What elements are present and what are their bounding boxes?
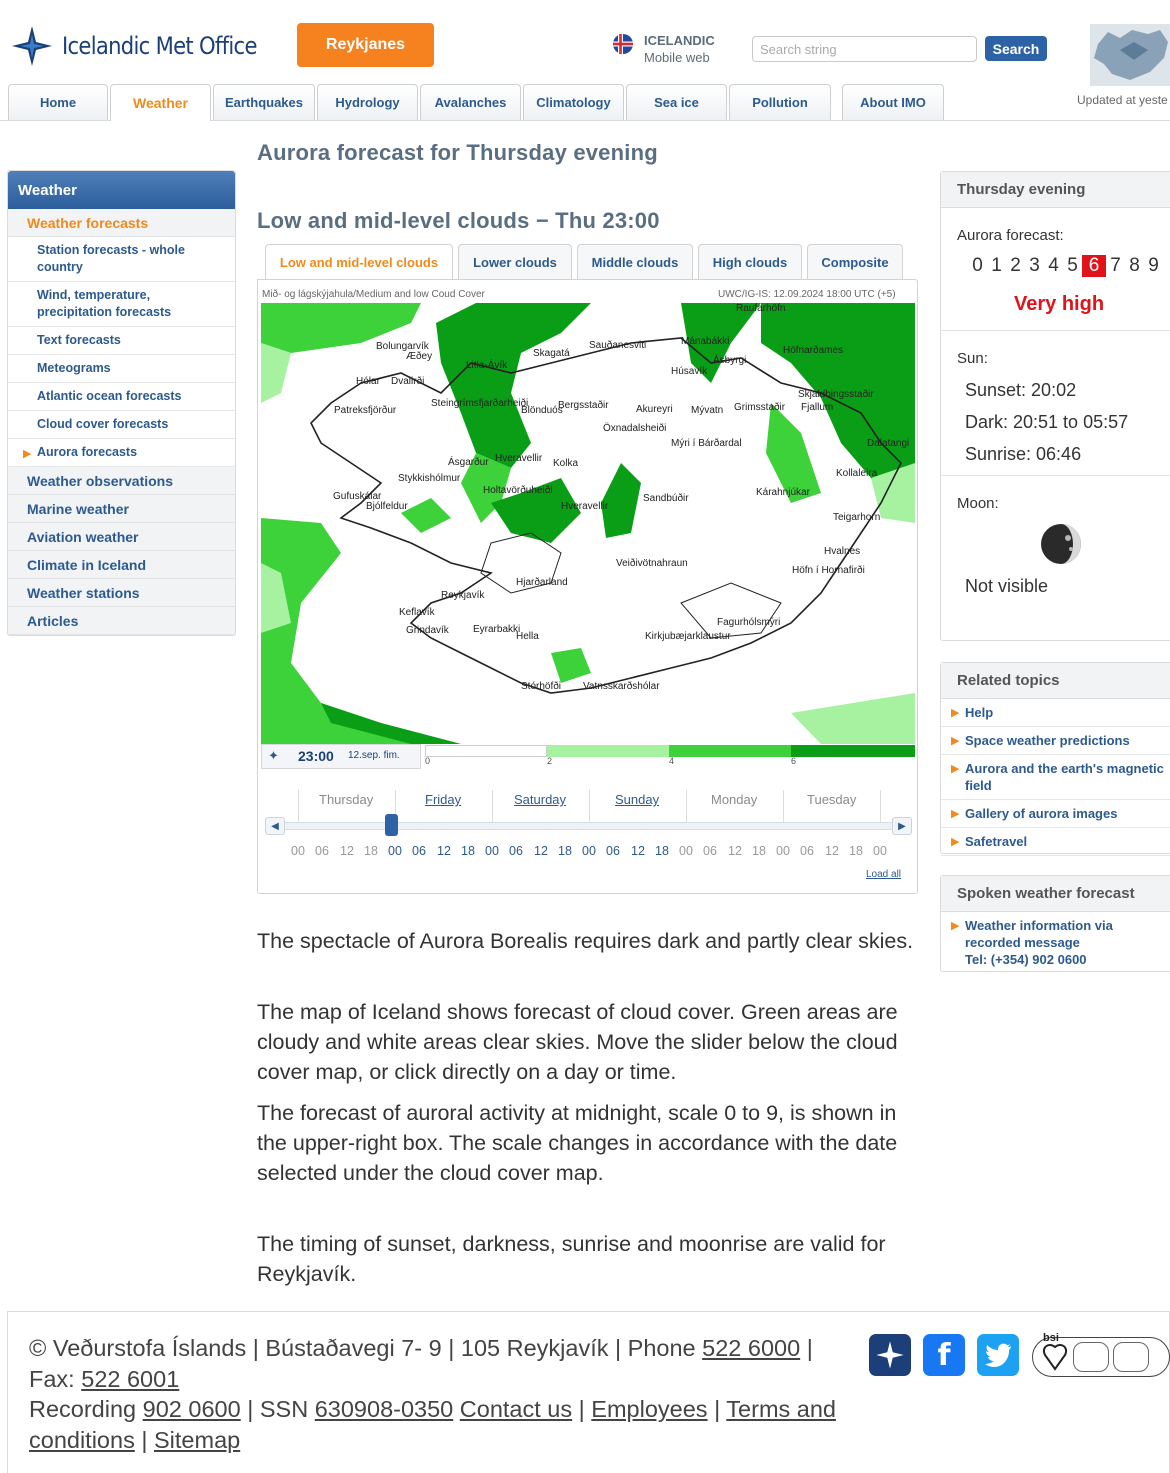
map-place-label: Vatnsskarðshólar bbox=[583, 681, 660, 692]
hour-mark[interactable]: 06 bbox=[315, 844, 329, 858]
map-place-label: Æðey bbox=[406, 351, 433, 362]
iso-9001-mark bbox=[1073, 1342, 1109, 1372]
map-place-label: Stykkishólmur bbox=[398, 473, 461, 484]
map-place-label: Keflavík bbox=[399, 607, 435, 618]
tab-home[interactable]: Home bbox=[8, 84, 108, 120]
sidebar-item-weather-observations[interactable]: Weather observations bbox=[8, 467, 235, 495]
divider bbox=[941, 330, 1170, 331]
spoken-forecast-box bbox=[940, 875, 1170, 972]
map-place-label: Höfnarðames bbox=[783, 345, 844, 356]
scale-tick: 0 bbox=[425, 756, 431, 766]
day-separator bbox=[589, 790, 590, 822]
hour-mark[interactable]: 00 bbox=[291, 844, 305, 858]
spoken-forecast-phone: Tel: (+354) 902 0600 bbox=[965, 952, 1087, 967]
hour-mark[interactable]: 06 bbox=[509, 844, 523, 858]
moon-visibility: Not visible bbox=[965, 576, 1049, 596]
scale-digit: 2 bbox=[1010, 255, 1021, 276]
tab-about-imo[interactable]: About IMO bbox=[842, 84, 944, 120]
hour-mark[interactable]: 00 bbox=[485, 844, 499, 858]
map-place-label: Dvalirði bbox=[391, 376, 425, 387]
map-place-label: Akureyri bbox=[636, 404, 673, 415]
tab-pollution[interactable]: Pollution bbox=[729, 84, 831, 120]
facebook-icon: f bbox=[937, 1337, 951, 1373]
kitemark-icon bbox=[1037, 1339, 1073, 1375]
triangle-right-icon: ▶ bbox=[898, 820, 906, 832]
iceland-overview-map[interactable] bbox=[1090, 24, 1170, 86]
related-link-label: Help bbox=[965, 705, 994, 720]
intro-paragraph: The spectacle of Aurora Borealis requires dark and partly clear skies. bbox=[257, 929, 914, 953]
iceland-flag-icon bbox=[612, 33, 634, 55]
map-place-label: Sauðanesviti bbox=[589, 340, 647, 351]
map-place-label: Mýri í Bárðardal bbox=[671, 438, 742, 449]
map-place-label: Fjallum bbox=[801, 402, 834, 413]
updated-text: Updated at yeste bbox=[1077, 93, 1168, 107]
map-place-label: Kirkjubæjarklaustur bbox=[645, 631, 731, 642]
scale-explanation-paragraph: The forecast of auroral activity at midnight, scale 0 to 9, is shown in the upper-right box. The scale changes in accordance with the date selected under the cloud cover map. bbox=[257, 1101, 898, 1185]
footer-recording-label: Recording bbox=[29, 1396, 137, 1422]
map-place-label: Grimsstaðir bbox=[734, 402, 786, 413]
sidebar-item-climate[interactable]: Climate in Iceland bbox=[8, 551, 235, 579]
time-slider-thumb[interactable] bbox=[385, 814, 398, 836]
map-place-label: Ásbyrgi bbox=[713, 355, 747, 366]
hour-mark[interactable]: 18 bbox=[558, 844, 572, 858]
map-date: 12.sep. fim. bbox=[348, 750, 400, 761]
caret-right-icon: ▶ bbox=[951, 920, 960, 932]
map-place-label: Bergsstaðir bbox=[558, 400, 609, 411]
sidebar-title[interactable]: Weather bbox=[8, 171, 235, 209]
day-tuesday[interactable]: Tuesday bbox=[807, 792, 857, 807]
hour-mark[interactable]: 18 bbox=[655, 844, 669, 858]
iso-27001-mark bbox=[1113, 1342, 1149, 1372]
hour-mark[interactable]: 06 bbox=[703, 844, 717, 858]
map-place-label: Patreksfjörður bbox=[334, 405, 397, 416]
triangle-left-icon: ◀ bbox=[271, 820, 279, 832]
scale-digit-current: 6 bbox=[1082, 255, 1106, 277]
scale-digit: 3 bbox=[1029, 255, 1040, 276]
map-place-label: Skagatá bbox=[533, 348, 570, 359]
map-time: 23:00 bbox=[298, 748, 334, 764]
site-logo[interactable] bbox=[10, 24, 283, 68]
language-label[interactable]: ICELANDIC bbox=[644, 33, 715, 48]
iso-certification-badge bbox=[1032, 1332, 1170, 1377]
map-place-label: Öxnadalsheiði bbox=[603, 423, 667, 434]
map-place-label: Teigarhorn bbox=[833, 512, 881, 523]
twitter-bird-icon bbox=[984, 1343, 1012, 1367]
scale-tick: 4 bbox=[669, 756, 675, 766]
scale-digit: 0 bbox=[972, 255, 983, 276]
language-switch[interactable] bbox=[612, 33, 715, 65]
map-place-label: Blönduós bbox=[521, 405, 563, 416]
map-place-label: Höfn í Hornafirði bbox=[792, 565, 865, 576]
sidebar-item-marine-weather[interactable]: Marine weather bbox=[8, 495, 235, 523]
map-subtitle: Low and mid-level clouds − Thu 23:00 bbox=[257, 208, 660, 233]
scale-digit: 4 bbox=[1048, 255, 1059, 276]
spoken-forecast-link[interactable] bbox=[941, 912, 1170, 973]
scale-tick: 6 bbox=[791, 756, 797, 766]
footer-ssn-label: SSN bbox=[259, 1396, 309, 1422]
tab-weather[interactable]: Weather bbox=[110, 84, 211, 121]
sidebar-item-label: Aurora forecasts bbox=[37, 445, 138, 459]
map-place-label: Hveravellir bbox=[561, 501, 609, 512]
day-separator bbox=[298, 790, 299, 822]
imo-star-icon bbox=[10, 24, 54, 68]
footer-ssn-link[interactable]: 630908-0350 bbox=[314, 1396, 454, 1422]
hour-mark[interactable]: 00 bbox=[582, 844, 596, 858]
map-place-label: Gufuskálar bbox=[333, 491, 382, 502]
day-thursday[interactable]: Thursday bbox=[319, 792, 374, 807]
divider bbox=[941, 475, 1170, 476]
hour-mark[interactable]: 18 bbox=[752, 844, 766, 858]
footer-text: © Veðurstofa Íslands | Bústaðavegi 7- 9 | 105 Reykjavík | Phone 522 6000 | Fax: 522 6001 Recording 902 0600 | SSN 630908-0350 Contact us | Employees | Terms and conditions | Sitemap bbox=[29, 1335, 837, 1453]
left-sidebar bbox=[7, 170, 236, 636]
hour-mark[interactable]: 12 bbox=[340, 844, 354, 858]
twitter-button[interactable] bbox=[977, 1334, 1019, 1376]
day-monday[interactable]: Monday bbox=[711, 792, 758, 807]
aurora-scale bbox=[968, 255, 1163, 277]
imo-star-small-icon: ✦ bbox=[268, 748, 279, 763]
map-place-label: Skjaldbingsstaðir bbox=[798, 389, 874, 400]
cloud-scale-clear bbox=[425, 745, 547, 757]
day-friday[interactable]: Friday bbox=[425, 792, 462, 807]
related-link-aurora-magnetic[interactable] bbox=[941, 755, 1170, 800]
related-topics-title: Related topics bbox=[941, 663, 1170, 699]
map-place-label: Húsavík bbox=[671, 366, 708, 377]
hour-mark[interactable]: 18 bbox=[849, 844, 863, 858]
timing-paragraph: The timing of sunset, darkness, sunrise and moonrise are valid for Reykjavík. bbox=[257, 1232, 886, 1286]
map-place-label: Eyrarbakki bbox=[473, 624, 521, 635]
search-input[interactable] bbox=[752, 36, 977, 62]
map-place-label: Ásgarður bbox=[448, 457, 489, 468]
caret-right-icon: ▶ bbox=[951, 707, 960, 719]
caret-right-icon: ▶ bbox=[951, 836, 960, 848]
footer-terms-link[interactable]: Terms and conditions bbox=[29, 1396, 837, 1453]
tab-climatology[interactable]: Climatology bbox=[523, 84, 624, 120]
footer-fax-label: Fax: bbox=[29, 1365, 75, 1392]
bsi-label: bsi bbox=[1043, 1332, 1059, 1344]
tab-sea-ice[interactable]: Sea ice bbox=[626, 84, 727, 120]
time-slider-track[interactable] bbox=[270, 822, 910, 830]
sidebar-item-cloud-cover[interactable]: Cloud cover forecasts bbox=[8, 411, 235, 439]
day-separator bbox=[783, 790, 784, 822]
moon-phase-icon bbox=[1040, 523, 1082, 565]
scale-digit: 8 bbox=[1129, 255, 1140, 276]
caret-right-icon: ▶ bbox=[951, 763, 960, 775]
footer-employees-link[interactable]: Employees bbox=[591, 1396, 708, 1422]
sun-label: Sun: bbox=[957, 350, 988, 367]
imo-social-button[interactable] bbox=[869, 1334, 911, 1376]
hour-mark[interactable]: 12 bbox=[437, 844, 451, 858]
sidebar-section-weather-forecasts[interactable]: Weather forecasts bbox=[8, 209, 235, 237]
maptab-composite[interactable]: Composite bbox=[807, 244, 903, 279]
darkness-time: Dark: 20:51 to 05:57 bbox=[965, 412, 1129, 432]
hour-mark[interactable]: 00 bbox=[776, 844, 790, 858]
related-link-label: Gallery of aurora images bbox=[965, 806, 1118, 821]
caret-right-icon: ▶ bbox=[951, 735, 960, 747]
cloud-scale-light bbox=[547, 745, 669, 757]
related-topics-box bbox=[940, 662, 1170, 854]
sidebar-item-atlantic-forecasts[interactable]: Atlantic ocean forecasts bbox=[8, 383, 235, 411]
map-place-label: Dalatangi bbox=[867, 438, 910, 449]
hour-mark[interactable]: 18 bbox=[461, 844, 475, 858]
map-explanation-paragraph: The map of Iceland shows forecast of cloud cover. Green areas are cloudy and white areas clear skies. Move the slider below the cloud cover map, or click directly on a day or time. bbox=[257, 1000, 898, 1084]
hour-mark[interactable]: 06 bbox=[800, 844, 814, 858]
map-place-label: Reykjavík bbox=[441, 590, 485, 601]
footer-address: © Veðurstofa Íslands | Bústaðavegi 7- 9 | 105 Reykjavík | Phone bbox=[29, 1335, 696, 1361]
related-link-label: Aurora and the earth's magnetic field bbox=[965, 761, 1164, 793]
map-place-label: Fagurhólsmýri bbox=[717, 617, 781, 628]
map-place-label: Grindavík bbox=[406, 625, 449, 636]
map-place-label: Stórhöfði bbox=[521, 681, 562, 692]
sidebar-item-meteograms[interactable]: Meteograms bbox=[8, 355, 235, 383]
map-place-label: Raufarhöfn bbox=[736, 303, 786, 314]
forecast-box-title: Thursday evening bbox=[941, 172, 1170, 208]
map-place-label: Kárahnjúkar bbox=[756, 487, 810, 498]
map-place-label: Hella bbox=[516, 631, 539, 642]
cloud-scale-mid bbox=[669, 745, 791, 757]
map-place-label: Mánabákki bbox=[681, 336, 730, 347]
cloud-scale-dark bbox=[791, 745, 915, 757]
caret-right-icon: ▶ bbox=[951, 808, 960, 820]
day-separator bbox=[686, 790, 687, 822]
hour-mark[interactable]: 12 bbox=[728, 844, 742, 858]
footer-sitemap-link[interactable]: Sitemap bbox=[154, 1426, 241, 1453]
sunset-time: Sunset: 20:02 bbox=[965, 380, 1077, 400]
slider-next-button[interactable] bbox=[892, 817, 912, 835]
aurora-label: Aurora forecast: bbox=[957, 227, 1064, 244]
hour-mark[interactable]: 06 bbox=[412, 844, 426, 858]
hour-mark[interactable]: 12 bbox=[534, 844, 548, 858]
hour-mark[interactable]: 00 bbox=[679, 844, 693, 858]
tab-earthquakes[interactable]: Earthquakes bbox=[213, 84, 315, 120]
map-place-label: Kolka bbox=[553, 458, 579, 469]
hour-mark[interactable]: 12 bbox=[631, 844, 645, 858]
hour-mark[interactable]: 06 bbox=[606, 844, 620, 858]
map-place-label: Hvalnes bbox=[824, 546, 861, 557]
map-place-label: Veiðivötnahraun bbox=[616, 558, 688, 569]
page-title: Aurora forecast for Thursday evening bbox=[257, 140, 658, 165]
hour-mark[interactable]: 12 bbox=[825, 844, 839, 858]
related-link-safetravel[interactable] bbox=[941, 828, 1170, 856]
scale-digit: 9 bbox=[1148, 255, 1159, 276]
map-place-label: Bolungarvík bbox=[376, 341, 429, 352]
footer-recording-link[interactable]: 902 0600 bbox=[142, 1396, 241, 1422]
map-place-label: Hveravellir bbox=[495, 453, 543, 464]
imo-star-icon bbox=[875, 1340, 905, 1370]
spoken-forecast-title: Spoken weather forecast bbox=[941, 876, 1170, 912]
related-link-label: Space weather predictions bbox=[965, 733, 1130, 748]
mobile-web-link[interactable]: Mobile web bbox=[644, 50, 710, 65]
sidebar-item-station-forecasts[interactable]: Station forecasts - whole country bbox=[8, 237, 235, 282]
iceland-shape-icon bbox=[1090, 24, 1170, 86]
map-place-label: Bjólfeldur bbox=[366, 501, 408, 512]
map-place-label: Sandbúðir bbox=[643, 493, 689, 504]
cloud-cover-map[interactable] bbox=[261, 303, 915, 744]
sidebar-item-wind-forecasts[interactable]: Wind, temperature, precipitation forecasts bbox=[8, 282, 235, 327]
map-place-label: Litla-Ávík bbox=[466, 360, 508, 371]
spoken-forecast-text: Weather information via recorded message bbox=[965, 918, 1113, 950]
sidebar-item-aurora-forecasts[interactable] bbox=[8, 439, 235, 467]
facebook-button[interactable] bbox=[923, 1334, 965, 1376]
sidebar-item-weather-stations[interactable]: Weather stations bbox=[8, 579, 235, 607]
day-separator bbox=[880, 790, 881, 822]
scale-digit: 5 bbox=[1067, 255, 1078, 276]
footer-fax-link[interactable]: 522 6001 bbox=[81, 1365, 180, 1392]
hour-mark[interactable]: 00 bbox=[873, 844, 887, 858]
maptab-middle-clouds[interactable]: Middle clouds bbox=[577, 244, 693, 279]
map-place-label: Hjarðarland bbox=[516, 577, 568, 588]
day-sunday[interactable]: Sunday bbox=[615, 792, 660, 807]
map-place-label: Hólar bbox=[356, 376, 380, 387]
maptab-lower-clouds[interactable]: Lower clouds bbox=[458, 244, 572, 279]
sunrise-time: Sunrise: 06:46 bbox=[965, 444, 1082, 464]
tab-hydrology[interactable]: Hydrology bbox=[317, 84, 418, 120]
load-all-link[interactable]: Load all bbox=[866, 869, 902, 880]
moon-label: Moon: bbox=[957, 495, 999, 512]
sidebar-item-articles[interactable]: Articles bbox=[8, 607, 235, 635]
aurora-level-text: Very high bbox=[1014, 293, 1105, 315]
tab-avalanches[interactable]: Avalanches bbox=[420, 84, 521, 120]
hour-mark[interactable]: 00 bbox=[388, 844, 402, 858]
day-separator bbox=[492, 790, 493, 822]
search-button[interactable]: Search bbox=[985, 36, 1047, 61]
scale-tick: 2 bbox=[547, 756, 553, 766]
scale-digit: 1 bbox=[991, 255, 1002, 276]
map-place-label: Mývatn bbox=[691, 405, 724, 416]
day-saturday[interactable]: Saturday bbox=[514, 792, 567, 807]
related-link-label: Safetravel bbox=[965, 834, 1028, 849]
region-button[interactable]: Reykjanes bbox=[297, 23, 434, 67]
cloud-cover-svg bbox=[261, 303, 915, 744]
map-caption: Mið- og lágskýjahula/Medium and low Coud Cover bbox=[262, 289, 485, 300]
related-link-space-weather[interactable] bbox=[941, 727, 1170, 755]
scale-digit: 7 bbox=[1110, 255, 1121, 276]
footer-phone-link[interactable]: 522 6000 bbox=[702, 1335, 801, 1361]
related-link-help[interactable] bbox=[941, 699, 1170, 727]
sidebar-item-aviation-weather[interactable]: Aviation weather bbox=[8, 523, 235, 551]
map-run-stamp: UWC/IG-IS: 12.09.2024 18:00 UTC (+5) bbox=[718, 289, 896, 300]
slider-prev-button[interactable] bbox=[265, 817, 285, 835]
related-link-gallery[interactable] bbox=[941, 800, 1170, 828]
map-place-label: Holtavörðuheiði bbox=[483, 485, 553, 496]
maptab-high-clouds[interactable]: High clouds bbox=[698, 244, 802, 279]
map-place-label: Steingrímsfjarðarheiði bbox=[431, 398, 529, 409]
logo-text: Icelandic Met Office bbox=[62, 32, 257, 60]
hour-mark[interactable]: 18 bbox=[364, 844, 378, 858]
footer-contact-link[interactable]: Contact us bbox=[459, 1396, 573, 1422]
maptab-low-mid-clouds[interactable]: Low and mid-level clouds bbox=[265, 244, 453, 280]
sidebar-item-text-forecasts[interactable]: Text forecasts bbox=[8, 327, 235, 355]
caret-right-icon: ▶ bbox=[23, 448, 32, 460]
map-place-label: Kollaleira bbox=[836, 468, 878, 479]
